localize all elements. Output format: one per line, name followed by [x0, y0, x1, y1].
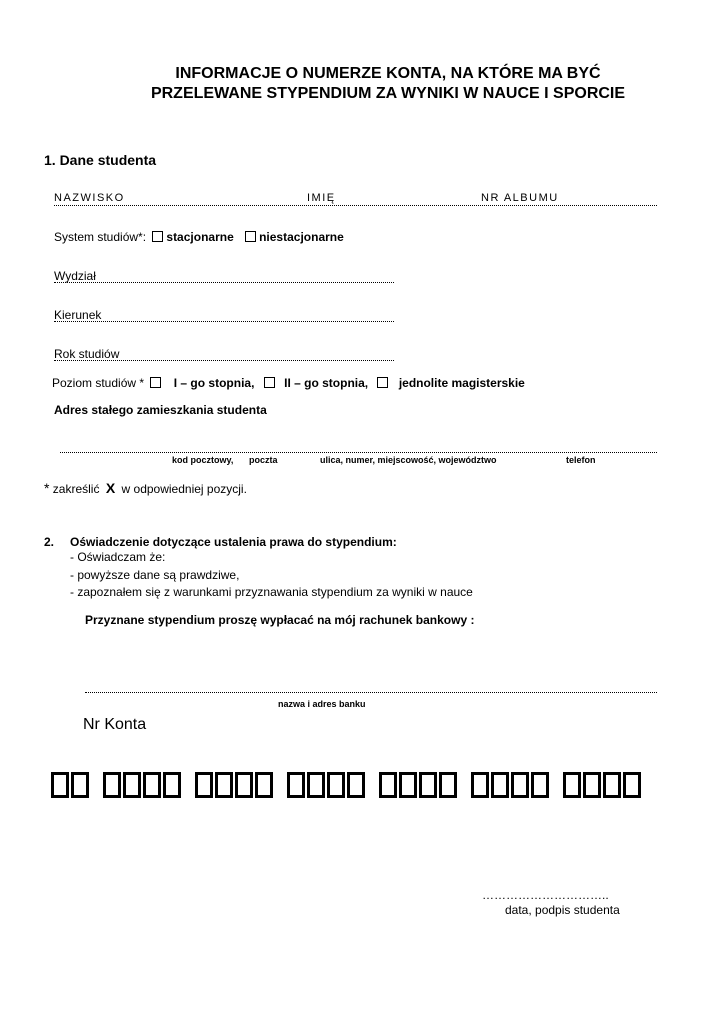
account-number-boxes	[51, 772, 655, 803]
account-digit-box[interactable]	[195, 772, 213, 798]
account-digit-box[interactable]	[511, 772, 529, 798]
signature-dots: …………………………..	[482, 888, 609, 902]
addr-ulica-caption: ulica, numer, miejscowość, województwo	[320, 455, 497, 465]
adres-field[interactable]	[60, 452, 657, 453]
poziom-3-label: jednolite magisterskie	[398, 376, 525, 390]
footnote-text-2: w odpowiedniej pozycji.	[121, 482, 247, 496]
account-digit-box[interactable]	[327, 772, 345, 798]
wydzial-label: Wydział	[54, 269, 96, 283]
poziom-label: Poziom studiów	[52, 376, 137, 390]
oswiadczenie-item-3: - zapoznałem się z warunkami przyznawania stypendium za wyniki w nauce	[70, 585, 473, 599]
section1-heading: 1. Dane studenta	[44, 152, 157, 168]
kierunek-label: Kierunek	[54, 308, 102, 322]
system-star: *:	[138, 230, 147, 244]
account-digit-box[interactable]	[471, 772, 489, 798]
poziom-star: *	[139, 376, 145, 390]
nazwisko-label: NAZWISKO	[54, 192, 125, 204]
poziom-3-checkbox[interactable]	[377, 377, 388, 388]
account-digit-box[interactable]	[439, 772, 457, 798]
account-digit-box[interactable]	[143, 772, 161, 798]
footnote	[44, 480, 247, 496]
wydzial-field[interactable]	[54, 282, 394, 283]
rok-label: Rok studiów	[54, 347, 120, 361]
rok-field[interactable]	[54, 360, 394, 361]
account-digit-box[interactable]	[71, 772, 89, 798]
account-digit-box[interactable]	[623, 772, 641, 798]
account-group-4	[287, 772, 367, 803]
account-digit-box[interactable]	[235, 772, 253, 798]
bank-caption: nazwa i adres banku	[278, 699, 366, 709]
account-digit-box[interactable]	[287, 772, 305, 798]
account-digit-box[interactable]	[491, 772, 509, 798]
nr-konta-label: Nr Konta	[83, 716, 147, 733]
account-group-3	[195, 772, 275, 803]
account-digit-box[interactable]	[531, 772, 549, 798]
przyznane-text: Przyznane stypendium proszę wypłacać na mój rachunek bankowy :	[85, 613, 475, 627]
section2-number: 2.	[44, 535, 55, 549]
account-digit-box[interactable]	[163, 772, 181, 798]
account-group-5	[379, 772, 459, 803]
account-digit-box[interactable]	[103, 772, 121, 798]
stacjonarne-label: stacjonarne	[166, 230, 234, 244]
system-row	[54, 230, 344, 244]
poziom-row	[52, 376, 525, 390]
footnote-star: *	[44, 480, 50, 496]
account-digit-box[interactable]	[419, 772, 437, 798]
account-digit-box[interactable]	[51, 772, 69, 798]
account-group-1	[51, 772, 91, 803]
account-group-7	[563, 772, 643, 803]
addr-poczta-caption: poczta	[249, 455, 278, 465]
oswiadczenie-item-1: - Oświadczam że:	[70, 550, 166, 564]
addr-kod-caption: kod pocztowy,	[172, 455, 234, 465]
bank-field[interactable]	[85, 692, 657, 693]
system-label: System studiów	[54, 230, 139, 244]
kierunek-field[interactable]	[54, 321, 394, 322]
account-digit-box[interactable]	[123, 772, 141, 798]
footnote-x: X	[105, 480, 116, 496]
account-digit-box[interactable]	[583, 772, 601, 798]
niestacjonarne-checkbox[interactable]	[245, 231, 256, 242]
section2-heading: Oświadczenie dotyczące ustalenia prawa do stypendium:	[70, 535, 397, 549]
account-digit-box[interactable]	[347, 772, 365, 798]
account-digit-box[interactable]	[603, 772, 621, 798]
title-line-2: PRZELEWANE STYPENDIUM ZA WYNIKI W NAUCE I SPORCIE	[150, 85, 626, 102]
account-digit-box[interactable]	[399, 772, 417, 798]
account-digit-box[interactable]	[255, 772, 273, 798]
title-line-1: INFORMACJE O NUMERZE KONTA, NA KTÓRE MA BYĆ	[175, 65, 601, 82]
name-row-dotted-line	[54, 205, 657, 206]
account-digit-box[interactable]	[215, 772, 233, 798]
account-group-6	[471, 772, 551, 803]
signature-caption: data, podpis studenta	[505, 903, 620, 917]
stacjonarne-checkbox[interactable]	[152, 231, 163, 242]
account-digit-box[interactable]	[563, 772, 581, 798]
poziom-1-label: I – go stopnia,	[173, 376, 255, 390]
account-digit-box[interactable]	[379, 772, 397, 798]
account-group-2	[103, 772, 183, 803]
adres-heading: Adres stałego zamieszkania studenta	[54, 403, 267, 417]
imie-label: IMIĘ	[307, 192, 336, 204]
poziom-1-checkbox[interactable]	[150, 377, 161, 388]
addr-telefon-caption: telefon	[566, 455, 596, 465]
footnote-text-1: zakreślić	[52, 482, 100, 496]
oswiadczenie-item-2: - powyższe dane są prawdziwe,	[70, 568, 240, 582]
niestacjonarne-label: niestacjonarne	[259, 230, 344, 244]
poziom-2-checkbox[interactable]	[264, 377, 275, 388]
nr-albumu-label: NR ALBUMU	[481, 192, 559, 204]
poziom-2-label: II – go stopnia,	[284, 376, 369, 390]
account-digit-box[interactable]	[307, 772, 325, 798]
